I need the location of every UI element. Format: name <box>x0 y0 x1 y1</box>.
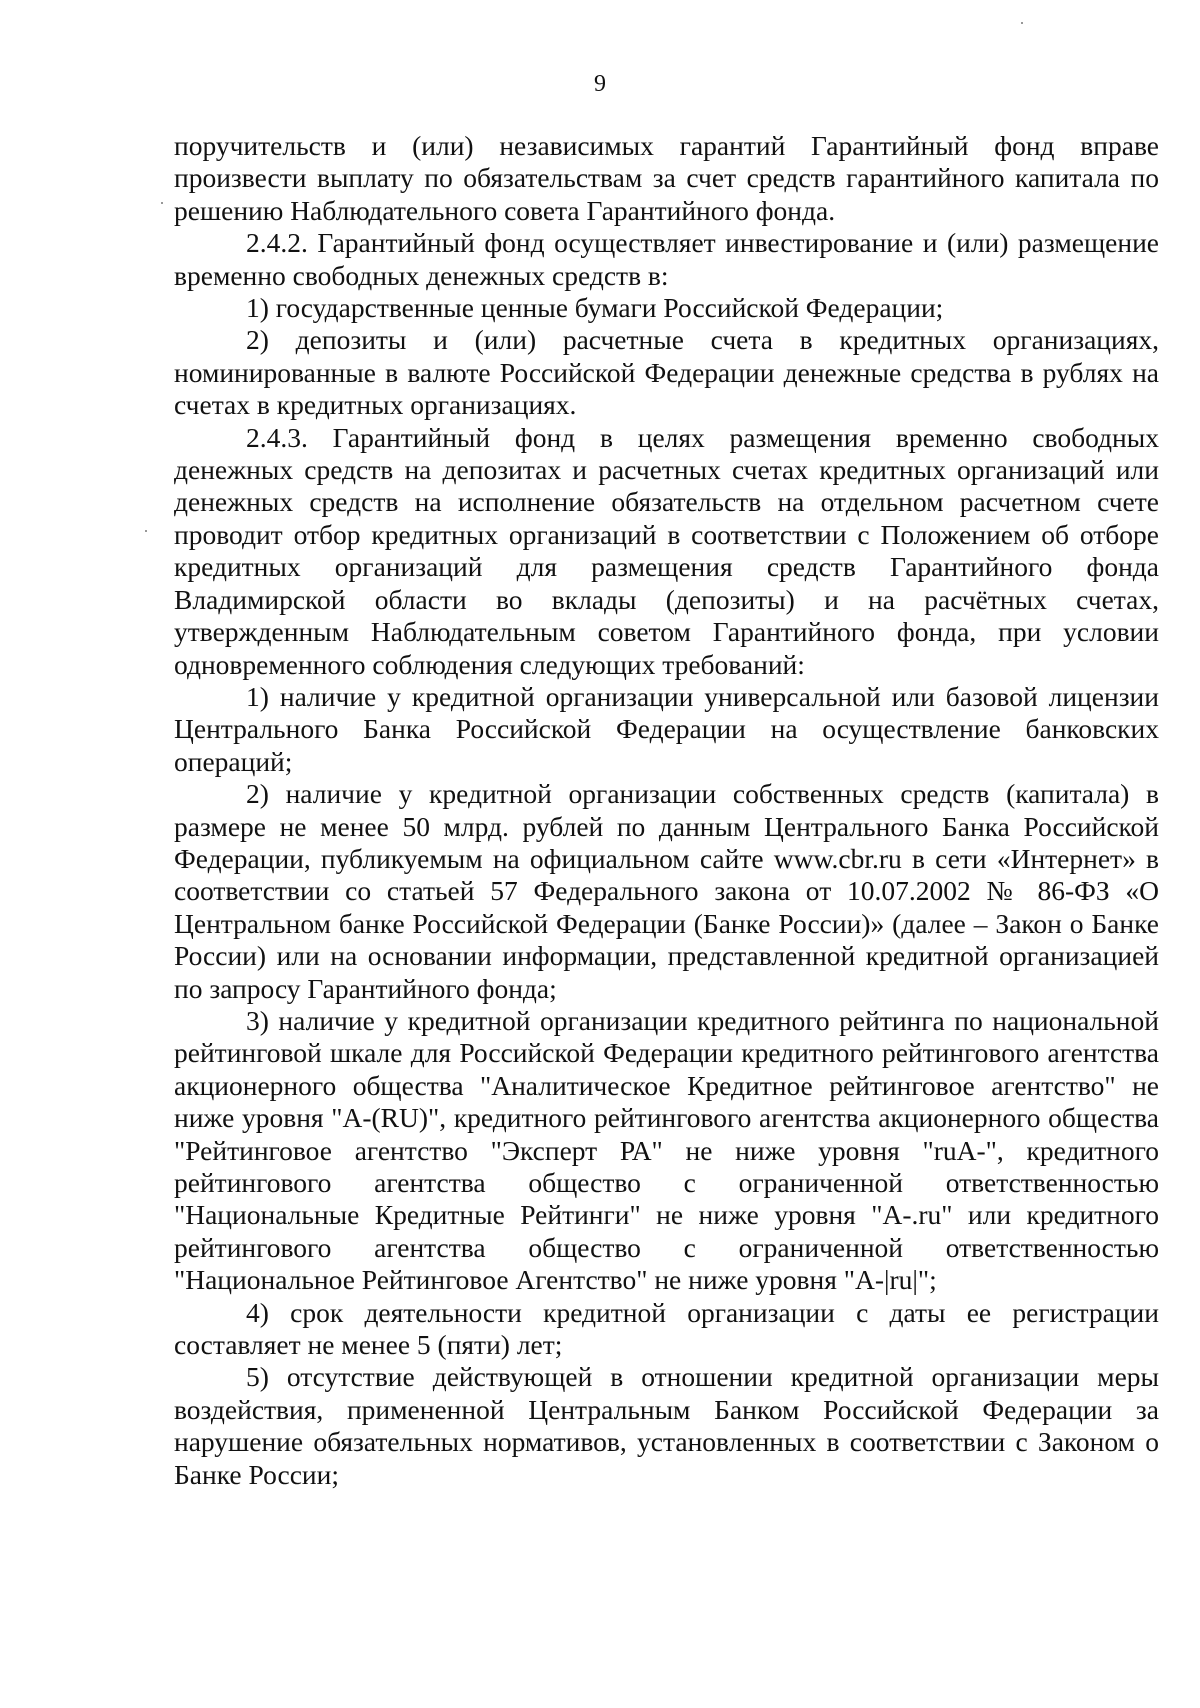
scan-speck <box>161 202 163 204</box>
requirement-operating-period: 4) срок деятельности кредитной организации с даты ее регистрации составляет не менее 5 (пяти) лет; <box>174 1296 1159 1361</box>
scan-speck <box>145 530 147 532</box>
requirement-license: 1) наличие у кредитной организации универсальной или базовой лицензии Центрального Банка Российской Федерации на осуществление банковских операций; <box>174 680 1159 777</box>
paragraph-2-4-2: 2.4.2. Гарантийный фонд осуществляет инвестирование и (или) размещение временно свободных денежных средств в: <box>174 227 1159 291</box>
list-item-deposits: 2) депозиты и (или) расчетные счета в кредитных организациях, номинированные в валюте Российской Федерации денежные средства в рублях на счетах в кредитных организациях. <box>174 324 1159 421</box>
document-body <box>174 130 1159 1491</box>
paragraph-2-4-3: 2.4.3. Гарантийный фонд в целях размещения временно свободных денежных средств на депозитах и расчетных счетах кредитных организаций или денежных средств на исполнение обязательств на отдельном расчетном счете проводит отбор кредитных организаций в соответствии с Положением об отборе кредитных организаций для размещения средств Гарантийного фонда Владимирской области во вклады (депозиты) и на расчётных счетах, утвержденным Наблюдательным советом Гарантийного фонда, при условии одновременного соблюдения следующих требований: <box>174 421 1159 680</box>
requirement-credit-rating: 3) наличие у кредитной организации кредитного рейтинга по национальной рейтинговой шкале для Российской Федерации кредитного рейтингового агентства акционерного общества "Аналитическое Кредитное рейтинговое агентство" не ниже уровня "A-(RU)", кредитного рейтингового агентства акционерного общества "Рейтинговое агентство "Эксперт РА" не ниже уровня "ruA-", кредитного рейтингового агентства общество с ограниченной ответственностью "Национальные Кредитные Рейтинги" не ниже уровня "A-.ru" или кредитного рейтингового агентства общество с ограниченной ответственностью "Национальное Рейтинговое Агентство" не ниже уровня "A-|ru|"; <box>174 1004 1159 1296</box>
list-item-government-securities: 1) государственные ценные бумаги Российской Федерации; <box>246 292 944 324</box>
paragraph-guarantee-payout: поручительств и (или) независимых гарантий Гарантийный фонд вправе произвести выплату по обязательствам за счет средств гарантийного капитала по решению Наблюдательного совета Гарантийного фонда. <box>174 130 1159 226</box>
page-number: 9 <box>594 71 606 97</box>
requirement-no-sanctions: 5) отсутствие действующей в отношении кредитной организации меры воздействия, примененной Центральным Банком Российской Федерации за нарушение обязательных нормативов, установленных в соответствии с Законом о Банке России; <box>174 1361 1159 1490</box>
scan-speck <box>1021 22 1023 24</box>
requirement-capital: 2) наличие у кредитной организации собственных средств (капитала) в размере не менее 50 млрд. рублей по данным Центрального Банка Российской Федерации, публикуемым на официальном сайте www.cbr.ru в сети «Интернет» в соответствии со статьей 57 Федерального закона от 10.07.2002 № 86-ФЗ «О Центральном банке Российской Федерации (Банке России)» (далее – Закон о Банке России) или на основании информации, представленной кредитной организацией по запросу Гарантийного фонда; <box>174 778 1159 1004</box>
